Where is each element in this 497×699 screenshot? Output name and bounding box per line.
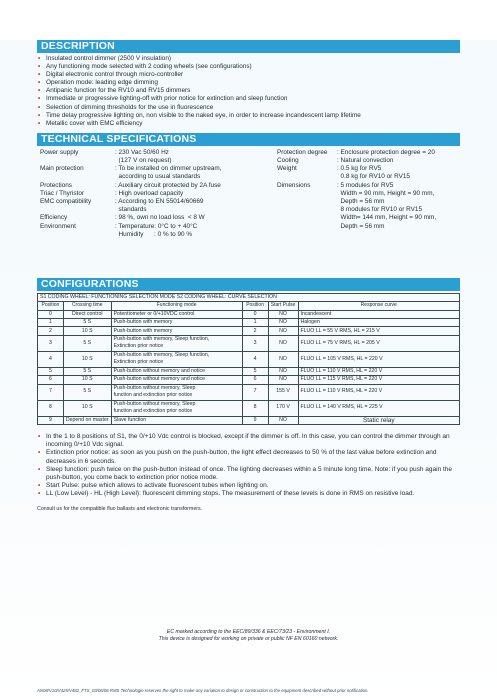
table-header-row [38,302,460,310]
ec-line-2: This device is designed for working on private or public NF EN 60160 network. [158,635,339,642]
description-list [37,55,460,128]
specifications-title: TECHNICAL SPECIFICATIONS [37,133,460,146]
spec-row [277,198,436,206]
cell-start-pulse: 155 V [268,384,298,400]
header-start-pulse: Start Pulse [268,302,298,310]
cell-crossing-time: 5 S [63,335,111,351]
mode-line: Push-button with memory [113,319,173,326]
cell-position-s1: 8 [38,400,64,416]
spec-key [277,190,337,198]
footer-disclaimer: AN08/V10/V425/V482_FTS_03/06/06 RMS Technologie reserves the right to make any variation to design or construction to the equipment described without prior notification. [37,688,369,693]
specs-left-column [40,149,221,239]
cell-position-s2: 3 [242,335,268,351]
description-item [37,120,460,128]
description-text: Any functioning mode selected with 2 coding wheels (see configurations) [46,63,252,71]
cell-start-pulse: NO [268,310,298,318]
spec-key [277,214,337,222]
bullet-icon: • [38,103,41,111]
cell-position-s2: 7 [242,384,268,400]
spec-row [40,182,221,190]
cell-position-s2: 8 [242,400,268,416]
mode-line: Push-button with memory, Sleep function, [113,336,210,343]
spec-value: according to usual standards [115,173,201,181]
spec-value: : Natural convection [337,157,394,165]
cell-position-s2: 5 [242,367,268,375]
spec-value: 0.8 kg for RV10 or RV15 [337,173,410,181]
cell-crossing-time: 5 S [63,384,111,400]
cell-position-s2: 2 [242,327,268,335]
cell-position-s2: 6 [242,376,268,384]
cell-position-s1: 7 [38,384,64,400]
bullet-icon: • [38,111,41,119]
spec-value: : Auxiliary circuit protected by 2A fuse [115,181,221,189]
cell-crossing-time: 10 S [63,376,111,384]
spec-key: Power supply [40,148,79,156]
spec-value: Width = 90 mm, Height = 90 mm, [337,189,435,197]
cell-position-s2: 4 [242,351,268,367]
cell-crossing-time: Depend on master [63,416,111,424]
description-text: Selection of dimming thresholds for the use in fluorescence [46,103,214,111]
spec-row [277,182,436,190]
spec-key: Efficiency [40,214,68,222]
description-text: Insulated control dimmer (2500 V insulation) [46,55,172,62]
cell-position-s2: 9 [242,416,268,424]
spec-value: : 230 Vac 50/60 Hz [115,148,169,156]
header-functioning-mode: Functioning mode [111,302,242,310]
spec-row [277,165,436,173]
spec-key: Main protection [40,165,84,173]
configurations-table [37,293,460,425]
spec-row [40,231,221,239]
cell-crossing-time: Direct control [63,310,111,318]
spec-row [277,190,436,198]
spec-value: (127 V on request) [115,157,172,165]
bullet-icon: • [38,63,41,71]
cell-functioning-mode [111,384,242,400]
cell-position-s2: 1 [242,319,268,327]
note-text: Sleep function: push twice on the push-button instead of once. The lighting decreases within a 5 minute long time. Note: if you push again the push-button, you come back to extinction prior notice mode. [46,465,453,481]
header-response-curve: Response curve [298,302,460,310]
spec-key [40,231,115,239]
table-row [38,367,460,375]
description-item [37,112,460,120]
cell-position-s1: 9 [38,416,64,424]
description-item [37,104,460,112]
cell-response-curve: Static relay [298,416,460,424]
mode-line: Push-button with memory, Sleep function, [113,352,210,359]
cell-functioning-mode [111,351,242,367]
cell-crossing-time: 10 S [63,351,111,367]
table-row [38,400,460,416]
spec-row [277,214,436,222]
table-caption-row [38,293,460,301]
mode-line: Push-button with memory [113,327,173,334]
table-row [38,327,460,335]
spec-key: Cooling [277,157,299,165]
specs-right-column [277,149,436,231]
cell-crossing-time: 10 S [63,400,111,416]
bullet-icon: • [38,79,41,87]
cell-start-pulse: NO [268,351,298,367]
description-text: Metallic cover with EMC efficiency [46,119,143,127]
spec-value: : 0.5 kg for RV5 [337,165,382,173]
spec-row [40,214,221,222]
cell-response-curve: FLUO LL = 110 V RMS, HL = 220 V [298,384,460,400]
cell-functioning-mode [111,367,242,375]
mode-line: Extinction prior notice [113,343,164,350]
table-row [38,416,460,424]
cell-position-s1: 1 [38,319,64,327]
description-item [37,63,460,71]
spec-row [277,173,436,181]
bullet-icon: • [38,465,41,473]
specifications-block [37,148,460,278]
spec-row [40,157,221,165]
note-item [37,490,460,498]
spec-row [40,190,221,198]
bullet-icon: • [38,87,41,95]
note-text: In the 1 to 8 positions of S1, the 0/+10 Vdc control is blocked, except if the dimmer is off. In this case, you can control the dimmer through an incoming 0/+10 Vdc signal. [46,432,450,449]
description-text: Operation mode: leading edge dimming [46,79,158,87]
spec-value: : High overload capacity [115,189,184,197]
cell-functioning-mode [111,335,242,351]
description-text: Time delay progressive lighting on, non visible to the naked eye, in order to increase incandescent lamp lifetime [46,111,361,119]
description-item [37,55,460,63]
description-text: Immediate or progressive lighting-off with prior notice for extinction and sleep function [46,95,288,103]
table-row [38,319,460,327]
spec-value: Depth = 56 mm [337,222,385,230]
cell-response-curve: FLUO LL = 55 V RMS, HL = 215 V [298,327,460,335]
mode-line: Slave function [113,416,147,423]
spec-row [40,173,221,181]
ec-statement [37,629,460,642]
spec-value: Humidity : 0 % to 90 % [115,230,193,238]
spec-key: Dimensions [277,181,311,189]
spec-value: Depth = 56 mm [337,198,385,206]
cell-functioning-mode [111,376,242,384]
cell-functioning-mode [111,319,242,327]
bullet-icon: • [38,490,41,498]
mode-line: Push-button without memory and notice [113,367,205,374]
spec-row [40,149,221,157]
cell-position-s2: 0 [242,310,268,318]
table-row [38,384,460,400]
spec-value: : To be installed on dimmer upstream, [115,165,222,173]
bullet-icon: • [38,55,41,62]
spec-value: : 98 %, own no load loss < 8 W [115,214,205,222]
mode-line: Push-button without memory, Sleep [113,400,196,407]
description-item [37,95,460,103]
table-caption: S1 CODING WHEEL: FUNCTIONING SELECTION MODE S2 CODING WHEEL: CURVE SELECTION [38,293,460,301]
cell-position-s1: 5 [38,367,64,375]
spec-value: : 5 modules for RV5 [337,181,394,189]
spec-key [277,206,337,214]
description-item [37,87,460,95]
consult-note: Consult us for the compatible fluo ballasts and electronic transformers. [37,505,203,512]
spec-key [277,223,337,231]
header-crossing-time: Crossing time [63,302,111,310]
spec-value: Width= 144 mm, Height = 90 mm, [337,214,437,222]
table-row [38,351,460,367]
spec-row [40,198,221,206]
cell-position-s1: 2 [38,327,64,335]
note-item [37,433,460,449]
cell-functioning-mode [111,327,242,335]
spec-value: : According to EN 55014/60669 [115,198,204,206]
bullet-icon: • [38,482,41,490]
spec-value: standards [115,206,147,214]
spec-key [40,157,115,165]
spec-row [277,149,436,157]
cell-crossing-time: 5 S [63,367,111,375]
cell-response-curve: Halogen [298,319,460,327]
cell-start-pulse: NO [268,376,298,384]
note-item [37,482,460,490]
spec-key [40,173,115,181]
cell-response-curve: FLUO LL = 110 V RMS, HL = 220 V [298,367,460,375]
spec-row [40,165,221,173]
cell-position-s1: 0 [38,310,64,318]
table-row [38,376,460,384]
configurations-title: CONFIGURATIONS [37,278,460,291]
spec-row [277,223,436,231]
mode-line: Potentiometer or 0/+10VDC control [113,310,195,317]
spec-key: Protections [40,181,72,189]
note-item [37,466,460,482]
cell-position-s1: 6 [38,376,64,384]
spec-row [277,206,436,214]
spec-row [40,223,221,231]
mode-line: Push-button without memory and notice [113,376,205,383]
mode-line: Extinction prior notice [113,359,164,366]
spec-value: : Temperature: 0°C to + 40°C [115,222,198,230]
description-item [37,71,460,79]
bullet-icon: • [38,432,41,440]
description-text: Digital electronic control through micro-controller [46,71,184,79]
cell-response-curve: FLUO LL = 115 V RMS, HL = 220 V [298,376,460,384]
cell-crossing-time: 10 S [63,327,111,335]
cell-functioning-mode [111,400,242,416]
spec-value: 8 modules for RV10 or RV15 [337,206,423,214]
table-row [38,310,460,318]
header-position-s1: Position [38,302,64,310]
bullet-icon: • [38,95,41,103]
mode-line: function and extinction prior notice [113,408,193,415]
cell-response-curve: FLUO LL = 75 V RMS, HL = 205 V [298,335,460,351]
cell-response-curve: FLUO LL = 105 V RMS, HL = 220 V [298,351,460,367]
cell-functioning-mode [111,310,242,318]
spec-row [277,157,436,165]
cell-start-pulse: NO [268,416,298,424]
cell-start-pulse: NO [268,319,298,327]
note-text: Start Pulse: pulse which allows to activate fluorescent tubes when lighting on. [46,482,269,490]
spec-key: Protection degree [277,148,328,156]
cell-start-pulse: NO [268,367,298,375]
spec-row [40,206,221,214]
cell-start-pulse: NO [268,335,298,351]
bullet-icon: • [38,71,41,79]
spec-key: Environment [40,222,76,230]
spec-key [277,173,337,181]
note-text: Extinction prior notice: as soon as you push on the push-button, the light effect decreases to 50 % of the last value before extinction and decreases in 6 seconds. [46,449,437,465]
notes-list [37,433,460,499]
note-text: LL (Low Level) - HL (High Level): fluorescent dimming stops. The measurement of these levels is done in RMS on resistive load. [46,490,415,498]
cell-response-curve: FLUO LL = 140 V RMS, HL = 225 V [298,400,460,416]
cell-position-s1: 3 [38,335,64,351]
content-area [37,40,460,693]
bullet-icon: • [38,449,41,457]
note-item [37,449,460,465]
mode-line: Push-button without memory, Sleep [113,384,196,391]
cell-response-curve: Incandescent [298,310,460,318]
cell-start-pulse: NO [268,327,298,335]
spec-key [40,206,115,214]
spec-value: : Enclosure protection degree = 20 [337,148,435,156]
ec-line-1: EC marked according to the EEC/89/336 & EEC/73/23 - Environment I. [166,629,331,635]
table-row [38,335,460,351]
cell-crossing-time: 5 S [63,319,111,327]
spec-key: Triac / Thyristor [40,189,85,197]
top-margin [0,0,497,40]
spec-key [277,198,337,206]
cell-functioning-mode [111,416,242,424]
description-title: DESCRIPTION [37,40,460,53]
header-position-s2: Position [242,302,268,310]
cell-start-pulse: 170 V [268,400,298,416]
spec-key: EMC compatibility [40,198,92,206]
cell-position-s1: 4 [38,351,64,367]
bullet-icon: • [38,119,41,127]
spec-key: Weight [277,165,297,173]
mode-line: function and extinction prior notice [113,392,193,399]
description-text: Antipanic function for the RV10 and RV15 dimmers [46,87,191,95]
description-item [37,79,460,87]
